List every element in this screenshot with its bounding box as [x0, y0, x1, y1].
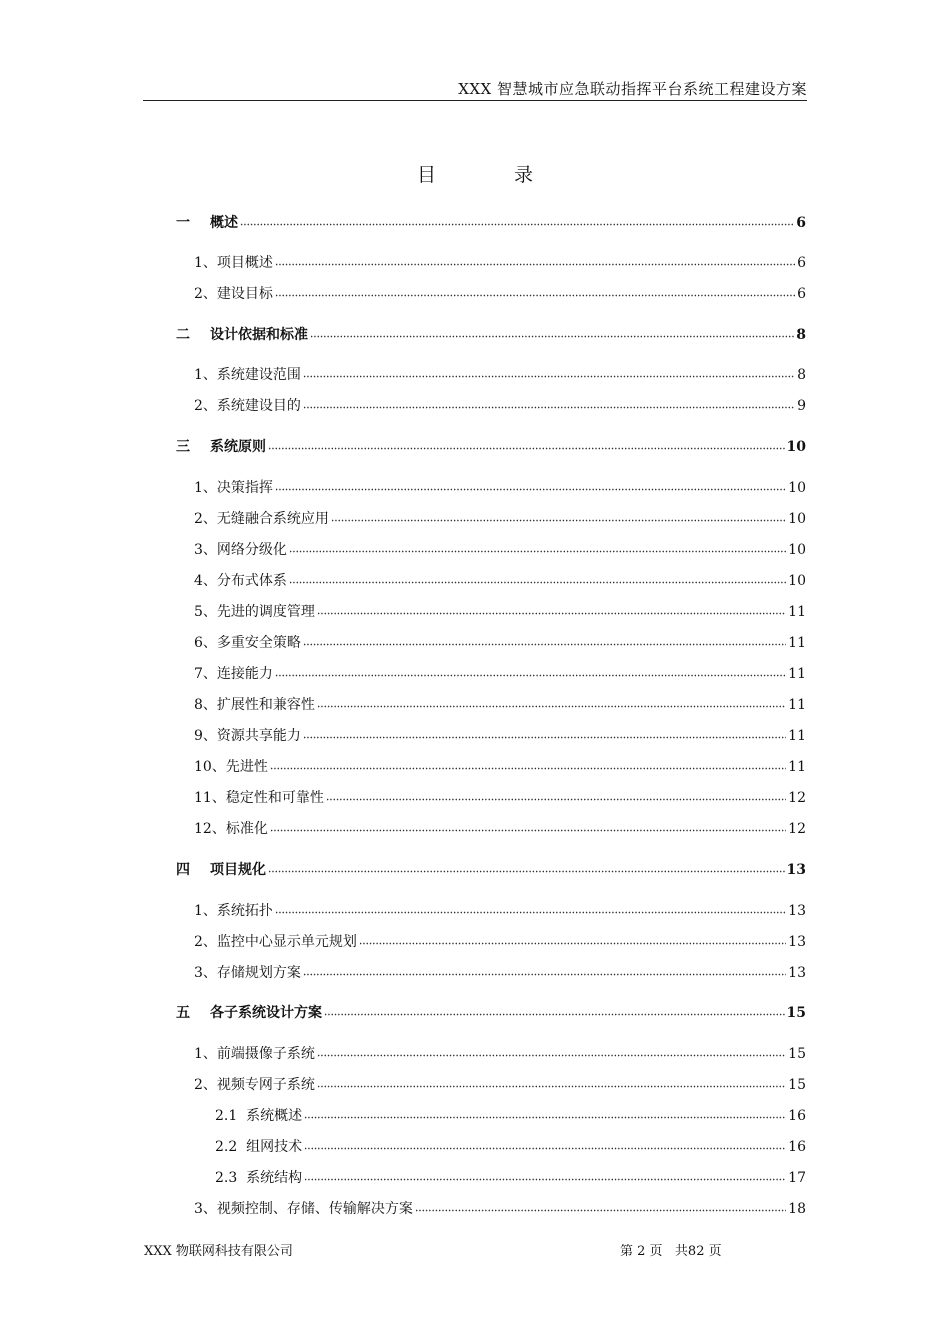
toc-entry-page: 11 — [788, 635, 806, 651]
toc-dot-leader — [275, 293, 795, 297]
toc-entry-number: 四 — [176, 862, 190, 878]
toc-entry-text: 概述 — [210, 215, 238, 231]
toc-section-entry[interactable] — [215, 1105, 806, 1125]
toc-entry-page: 6 — [796, 215, 806, 231]
toc-entry-number: 2、 — [194, 286, 217, 302]
toc-entry-text: 建设目标 — [216, 286, 273, 302]
toc-entry-text: 设计依据和标准 — [210, 327, 308, 343]
toc-dot-leader — [304, 1177, 786, 1181]
toc-entry-text: 系统原则 — [210, 439, 266, 455]
toc-dot-leader — [331, 518, 786, 522]
toc-entry-number: 12、 — [194, 821, 226, 837]
toc-entry-page: 13 — [788, 934, 806, 950]
toc-dot-leader — [240, 222, 794, 226]
toc-entry-page: 13 — [786, 862, 806, 878]
toc-dot-leader — [415, 1208, 786, 1212]
toc-section-entry[interactable] — [194, 962, 806, 982]
toc-dot-leader — [303, 405, 795, 409]
toc-entry-text: 连接能力 — [216, 666, 273, 682]
toc-entry-page: 10 — [788, 511, 806, 527]
toc-entry-text: 项目概述 — [216, 255, 273, 271]
toc-entry-page: 18 — [788, 1201, 806, 1217]
toc-entry-number: 1、 — [194, 903, 217, 919]
toc-entry-text: 监控中心显示单元规划 — [216, 934, 357, 950]
toc-dot-leader — [304, 1146, 786, 1150]
toc-entry-number: 1、 — [194, 255, 217, 271]
toc-entry-page: 15 — [786, 1005, 806, 1021]
toc-entry-text: 先进的调度管理 — [216, 604, 315, 620]
toc-entry-number: 三 — [176, 439, 190, 455]
toc-entry-number: 1、 — [194, 367, 217, 383]
toc-entry-text: 存储规划方案 — [216, 965, 301, 981]
toc-dot-leader — [324, 1012, 785, 1016]
footer-page-info: 第 2 页 共82 页 — [620, 1244, 722, 1259]
toc-entry-number: 3、 — [194, 1201, 217, 1217]
toc-dot-leader — [317, 611, 786, 615]
toc-entry-page: 11 — [788, 604, 806, 620]
toc-entry-number: 4、 — [194, 573, 217, 589]
toc-entry-page: 6 — [797, 255, 806, 271]
toc-entry-number: 11、 — [194, 790, 226, 806]
toc-entry-page: 10 — [788, 542, 806, 558]
toc-entry-text: 资源共享能力 — [216, 728, 301, 744]
toc-section-entry[interactable] — [194, 1198, 806, 1218]
toc-entry-text: 多重安全策略 — [216, 635, 301, 651]
toc-entry-page: 9 — [797, 398, 806, 414]
toc-entry-page: 11 — [788, 697, 806, 713]
toc-section-entry[interactable] — [194, 508, 806, 528]
toc-dot-leader — [359, 941, 786, 945]
toc-entry-page: 10 — [786, 439, 806, 455]
toc-entry-number: 9、 — [194, 728, 217, 744]
toc-entry-text: 视频控制、存储、传输解决方案 — [216, 1201, 413, 1217]
toc-section-entry[interactable] — [194, 477, 806, 497]
toc-dot-leader — [317, 1084, 786, 1088]
toc-entry-number: 5、 — [194, 604, 217, 620]
toc-entry-text: 各子系统设计方案 — [210, 1005, 322, 1021]
toc-chapter-entry[interactable] — [176, 324, 806, 344]
toc-entry-number: 10、 — [194, 759, 226, 775]
header-divider — [143, 100, 807, 101]
toc-entry-page: 11 — [788, 728, 806, 744]
toc-dot-leader — [317, 1053, 786, 1057]
toc-dot-leader — [275, 673, 786, 677]
toc-entry-page: 12 — [788, 790, 806, 806]
toc-entry-number: 2.2 — [215, 1139, 247, 1155]
toc-entry-number: 6、 — [194, 635, 217, 651]
toc-entry-text: 系统概述 — [246, 1108, 303, 1124]
toc-dot-leader — [270, 828, 786, 832]
toc-section-entry[interactable] — [194, 787, 806, 807]
toc-entry-text: 稳定性和可靠性 — [225, 790, 324, 806]
toc-entry-page: 8 — [797, 367, 806, 383]
toc-entry-number: 五 — [176, 1005, 190, 1021]
toc-section-entry[interactable] — [194, 539, 806, 559]
toc-section-entry[interactable] — [194, 252, 806, 272]
toc-entry-page: 11 — [788, 759, 806, 775]
toc-entry-number: 2、 — [194, 398, 217, 414]
toc-entry-number: 8、 — [194, 697, 217, 713]
toc-entry-page: 10 — [788, 480, 806, 496]
toc-section-entry[interactable] — [215, 1167, 806, 1187]
toc-entry-text: 组网技术 — [246, 1139, 303, 1155]
toc-section-entry[interactable] — [194, 632, 806, 652]
toc-section-entry[interactable] — [194, 694, 806, 714]
toc-section-entry[interactable] — [194, 1043, 806, 1063]
toc-dot-leader — [289, 580, 786, 584]
toc-section-entry[interactable] — [194, 725, 806, 745]
toc-entry-page: 8 — [796, 327, 806, 343]
toc-section-entry[interactable] — [194, 900, 806, 920]
toc-dot-leader — [270, 766, 786, 770]
toc-entry-text: 先进性 — [225, 759, 268, 775]
toc-dot-leader — [303, 735, 786, 739]
toc-section-entry[interactable] — [194, 364, 806, 384]
toc-chapter-entry[interactable] — [176, 1002, 806, 1022]
toc-entry-page: 10 — [788, 573, 806, 589]
toc-dot-leader — [317, 704, 786, 708]
toc-entry-text: 标准化 — [225, 821, 268, 837]
toc-dot-leader — [326, 797, 786, 801]
toc-dot-leader — [304, 1115, 786, 1119]
toc-entry-number: 3、 — [194, 542, 217, 558]
toc-entry-text: 项目规化 — [210, 862, 266, 878]
toc-entry-number: 1、 — [194, 1046, 217, 1062]
toc-section-entry[interactable] — [194, 931, 806, 951]
toc-entry-number: 2.3 — [215, 1170, 247, 1186]
toc-chapter-entry[interactable] — [176, 212, 806, 232]
toc-dot-leader — [289, 549, 786, 553]
toc-dot-leader — [310, 334, 794, 338]
toc-section-entry[interactable] — [194, 818, 806, 838]
toc-section-entry[interactable] — [215, 1136, 806, 1156]
toc-section-entry[interactable] — [194, 395, 806, 415]
footer-company: XXX 物联网科技有限公司 — [144, 1244, 293, 1259]
toc-dot-leader — [303, 374, 795, 378]
toc-entry-number: 二 — [176, 327, 190, 343]
toc-entry-text: 系统结构 — [246, 1170, 303, 1186]
toc-entry-page: 16 — [788, 1108, 806, 1124]
toc-entry-page: 6 — [797, 286, 806, 302]
toc-section-entry[interactable] — [194, 601, 806, 621]
toc-entry-text: 无缝融合系统应用 — [216, 511, 329, 527]
toc-entry-number: 3、 — [194, 965, 217, 981]
toc-entry-text: 扩展性和兼容性 — [216, 697, 315, 713]
toc-entry-page: 13 — [788, 965, 806, 981]
toc-entry-number: 一 — [176, 215, 190, 231]
toc-entry-page: 15 — [788, 1046, 806, 1062]
toc-entry-page: 17 — [788, 1170, 806, 1186]
toc-chapter-entry[interactable] — [176, 859, 806, 879]
toc-chapter-entry[interactable] — [176, 436, 806, 456]
toc-entry-number: 2.1 — [215, 1108, 247, 1124]
toc-section-entry[interactable] — [194, 1074, 806, 1094]
toc-entry-text: 系统建设范围 — [216, 367, 301, 383]
toc-entry-text: 分布式体系 — [216, 573, 287, 589]
toc-entry-number: 2、 — [194, 511, 217, 527]
toc-entry-number: 2、 — [194, 1077, 217, 1093]
toc-section-entry[interactable] — [194, 570, 806, 590]
toc-entry-text: 前端摄像子系统 — [216, 1046, 315, 1062]
toc-section-entry[interactable] — [194, 663, 806, 683]
toc-entry-page: 11 — [788, 666, 806, 682]
toc-entry-page: 15 — [788, 1077, 806, 1093]
toc-entry-text: 系统建设目的 — [216, 398, 301, 414]
toc-entry-page: 13 — [788, 903, 806, 919]
toc-entry-page: 12 — [788, 821, 806, 837]
toc-section-entry[interactable] — [194, 283, 806, 303]
toc-entry-number: 1、 — [194, 480, 217, 496]
toc-entry-number: 7、 — [194, 666, 217, 682]
toc-dot-leader — [303, 642, 786, 646]
toc-dot-leader — [268, 446, 785, 450]
toc-entry-text: 系统拓扑 — [216, 903, 273, 919]
toc-entry-text: 网络分级化 — [216, 542, 287, 558]
toc-dot-leader — [303, 972, 786, 976]
toc-section-entry[interactable] — [194, 756, 806, 776]
toc-title: 目 录 — [416, 164, 570, 186]
toc-dot-leader — [275, 487, 786, 491]
toc-dot-leader — [275, 262, 795, 266]
toc-entry-text: 视频专网子系统 — [216, 1077, 315, 1093]
toc-dot-leader — [268, 869, 785, 873]
toc-entry-page: 16 — [788, 1139, 806, 1155]
toc-entry-number: 2、 — [194, 934, 217, 950]
toc-entry-text: 决策指挥 — [216, 480, 273, 496]
page-header-title: XXX 智慧城市应急联动指挥平台系统工程建设方案 — [458, 80, 807, 98]
toc-dot-leader — [275, 910, 786, 914]
